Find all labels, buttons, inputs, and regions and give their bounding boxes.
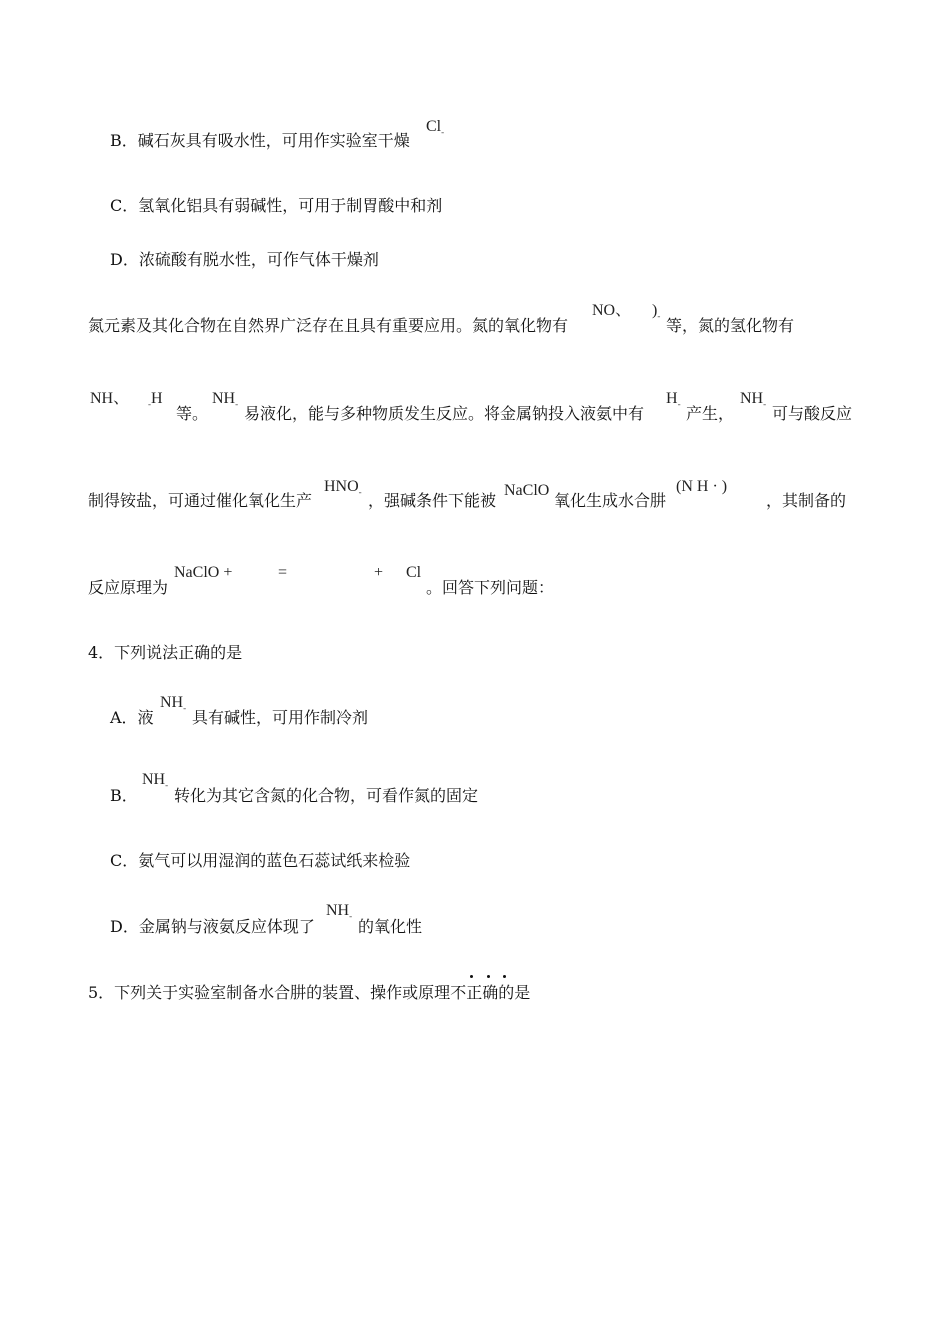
option-c-context bbox=[110, 196, 442, 216]
formula-cl2: $Cl_-$ bbox=[426, 118, 445, 137]
formula-h2: $H_-$ bbox=[666, 390, 681, 409]
equation-naclo: NaClO + bbox=[174, 564, 233, 581]
passage-line-3-c: 氧化生成水合肼 bbox=[554, 491, 667, 510]
q4-option-d-text: 的氧化性 bbox=[358, 917, 423, 936]
option-b-context bbox=[110, 131, 410, 151]
passage-line-3-b: ，强碱条件下能被 bbox=[368, 491, 497, 510]
passage-line-3-a: 制得铵盐，可通过催化氧化生产 bbox=[88, 491, 313, 510]
option-d-context bbox=[110, 250, 379, 270]
question-5-stem: 5．下列关于实验室制备水合肼的装置、操作或原理不正确的是 bbox=[88, 983, 531, 1002]
formula-naclo: NaClO bbox=[504, 482, 550, 499]
q4-d-formula: $NH_-$ bbox=[326, 902, 353, 921]
q4-a-formula: $NH_-$ bbox=[160, 694, 187, 713]
option-text: 浓硫酸有脱水性，可作气体干燥剂 bbox=[138, 250, 379, 269]
option-label: D． bbox=[110, 250, 139, 269]
formula-nh3-b: $NH_-$ bbox=[212, 390, 239, 409]
equation-plus: + bbox=[374, 564, 384, 581]
q4-b-formula: $NH_-$ bbox=[142, 771, 169, 790]
formula-hydrazine-hydrate: (N H · ) bbox=[676, 478, 728, 495]
q4-option-a-text: 具有碱性，可用作制冷剂 bbox=[192, 708, 369, 727]
formula-nh3: NH、 bbox=[90, 390, 130, 407]
passage-line-2-b: 易液化，能与多种物质发生反应。将金属钠投入液氨中有 bbox=[244, 404, 645, 423]
equation-equals: = bbox=[278, 564, 288, 581]
option-label: B． bbox=[110, 131, 138, 150]
passage-line-1-end: 等，氮的氢化物有 bbox=[666, 316, 795, 335]
passage-line-2-d: 可与酸反应 bbox=[772, 404, 853, 423]
q4-option-b: B． bbox=[110, 786, 138, 805]
option-label: C． bbox=[110, 196, 139, 215]
option-text: 碱石灰具有吸水性，可用作实验室干燥 bbox=[137, 131, 410, 150]
formula-n2h4: $_-$H bbox=[148, 390, 163, 409]
equation-cl: Cl bbox=[406, 564, 422, 581]
q4-option-a: A．液 bbox=[110, 708, 154, 727]
q4-option-c: C．氨气可以用湿润的蓝色石蕊试纸来检验 bbox=[110, 851, 411, 870]
passage-line-4-b: 。回答下列问题： bbox=[426, 578, 555, 597]
q4-option-d: D．金属钠与液氨反应体现了 bbox=[110, 917, 315, 936]
emphasis-dot bbox=[470, 975, 473, 978]
passage-line-1: 氮元素及其化合物在自然界广泛存在且具有重要应用。氮的氧化物有 bbox=[88, 316, 569, 335]
question-4-stem: 4．下列说法正确的是 bbox=[88, 643, 243, 662]
formula-no2: )$_-$ bbox=[652, 302, 661, 321]
emphasis-text: 不正 bbox=[450, 983, 483, 1002]
passage-line-2-a: 等。 bbox=[176, 404, 209, 423]
option-text: 氢氧化铝具有弱碱性，可用于制胃酸中和剂 bbox=[138, 196, 443, 215]
q4-option-b-text: 转化为其它含氮的化合物，可看作氮的固定 bbox=[174, 786, 479, 805]
formula-nh3-c: $NH_-$ bbox=[740, 390, 767, 409]
passage-line-4-a: 反应原理为 bbox=[88, 578, 169, 597]
emphasis-dot bbox=[503, 975, 506, 978]
formula-no: NO、 bbox=[592, 302, 632, 319]
emphasis-dot bbox=[487, 975, 490, 978]
passage-line-3-d: ，其制备的 bbox=[766, 491, 847, 510]
formula-hno3: $HNO_-$ bbox=[324, 478, 362, 497]
passage-line-2-c: 产生， bbox=[686, 404, 735, 423]
